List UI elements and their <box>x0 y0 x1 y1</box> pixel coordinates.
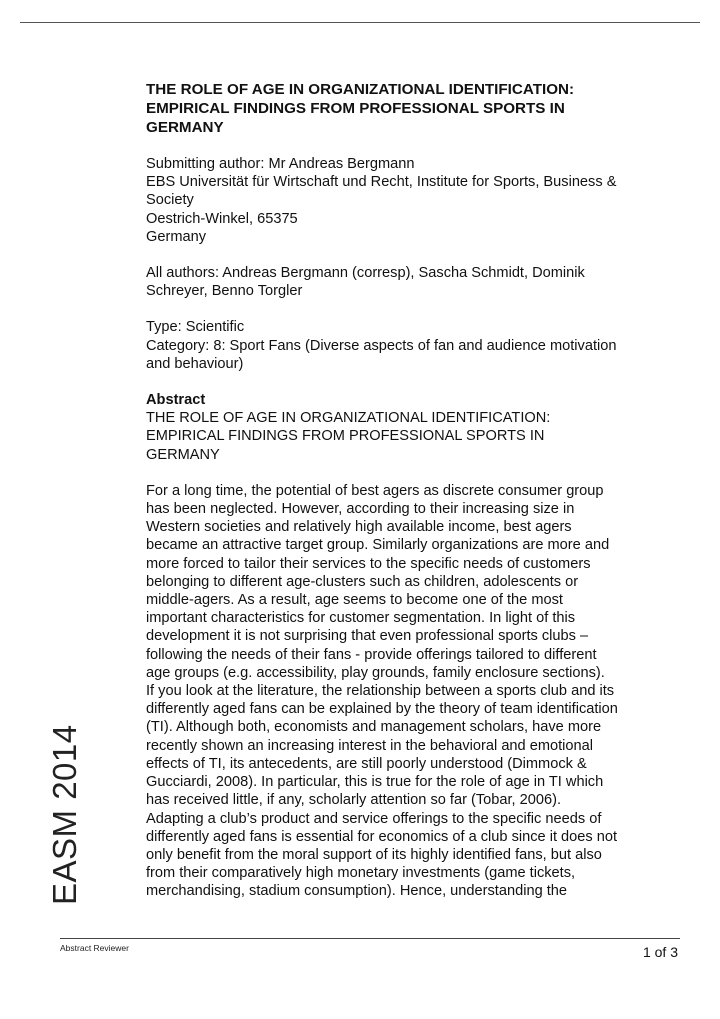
document-body <box>146 80 666 901</box>
abstract-title-block <box>146 391 666 464</box>
abstract-line: Adapting a club’s product and service offerings to the specific needs of <box>146 810 602 827</box>
abstract-title-line: THE ROLE OF AGE IN ORGANIZATIONAL IDENTIFICATION: <box>146 410 551 427</box>
abstract-line: effects of TI, its antecedents, are still poorly understood (Dimmock & <box>146 755 587 772</box>
abstract-line: differently aged fans is essential for economics of a club since it does not <box>146 828 618 845</box>
page-number: 1 of 3 <box>642 944 678 960</box>
top-divider <box>20 22 700 23</box>
footer-divider <box>60 938 680 939</box>
submitting-author-block <box>146 155 666 246</box>
abstract-title-line: EMPIRICAL FINDINGS FROM PROFESSIONAL SPORTS IN <box>146 428 545 445</box>
abstract-line: merchandising, stadium consumption). Hence, understanding the <box>146 883 568 900</box>
affiliation-line: Society <box>146 192 194 209</box>
title-line: THE ROLE OF AGE IN ORGANIZATIONAL IDENTIFICATION: <box>146 81 575 98</box>
title-line: EMPIRICAL FINDINGS FROM PROFESSIONAL SPORTS IN <box>146 100 565 117</box>
author-line: Submitting author: Mr Andreas Bergmann <box>146 156 415 172</box>
all-authors-block <box>146 264 666 300</box>
country-line: Germany <box>146 228 207 245</box>
abstract-line: middle-agers. As a result, age seems to become one of the most <box>146 592 563 609</box>
abstract-line: became an attractive target group. Similarly organizations are more and <box>146 537 610 554</box>
abstract-line: has received little, if any, scholarly attention so far (Tobar, 2006). <box>146 792 562 809</box>
abstract-line: Gucciardi, 2008). In particular, this is true for the role of age in TI which <box>146 774 604 791</box>
footer-reviewer-label: Abstract Reviewer <box>60 943 129 953</box>
abstract-line: important characteristics for customer segmentation. In light of this <box>146 610 576 627</box>
abstract-line: age groups (e.g. accessibility, play grounds, family enclosure sections). <box>146 664 605 681</box>
paper-title <box>146 80 666 137</box>
abstract-line: belonging to different age-clusters such as children, adolescents or <box>146 573 579 590</box>
city-line: Oestrich-Winkel, 65375 <box>146 210 298 227</box>
abstract-line: development it is not surprising that even professional sports clubs – <box>146 628 589 645</box>
abstract-line: has been neglected. However, according to their increasing size in <box>146 501 575 518</box>
abstract-title-line: GERMANY <box>146 446 220 463</box>
abstract-line: more forced to tailor their services to the specific needs of customers <box>146 555 591 572</box>
abstract-line: from their comparatively high monetary investments (game tickets, <box>146 865 576 882</box>
type-line: Type: Scientific <box>146 319 245 336</box>
abstract-line: For a long time, the potential of best agers as discrete consumer group <box>146 482 604 499</box>
abstract-line: If you look at the literature, the relationship between a sports club and its <box>146 683 615 700</box>
abstract-body <box>146 482 666 901</box>
abstract-line: differently aged fans can be explained by the theory of team identification <box>146 701 618 718</box>
authors-line: All authors: Andreas Bergmann (corresp), Sascha Schmidt, Dominik <box>146 265 585 282</box>
side-conference-label: EASM 2014 <box>46 724 83 905</box>
abstract-line: following the needs of their fans - provide offerings tailored to different <box>146 646 597 663</box>
abstract-line: (TI). Although both, economists and management scholars, have more <box>146 719 602 736</box>
category-line: and behaviour) <box>146 355 244 372</box>
abstract-line: Western societies and relatively high available income, best agers <box>146 519 572 536</box>
authors-line: Schreyer, Benno Torgler <box>146 283 303 300</box>
category-line: Category: 8: Sport Fans (Diverse aspects of fan and audience motivation <box>146 337 617 354</box>
type-category-block <box>146 318 666 373</box>
title-line: GERMANY <box>146 119 224 136</box>
abstract-heading: Abstract <box>146 392 206 409</box>
abstract-line: recently shown an increasing interest in the behavioral and emotional <box>146 737 593 754</box>
abstract-line: only benefit from the moral support of its highly identified fans, but also <box>146 846 602 863</box>
affiliation-line: EBS Universität für Wirtschaft und Recht, Institute for Sports, Business & <box>146 174 617 191</box>
